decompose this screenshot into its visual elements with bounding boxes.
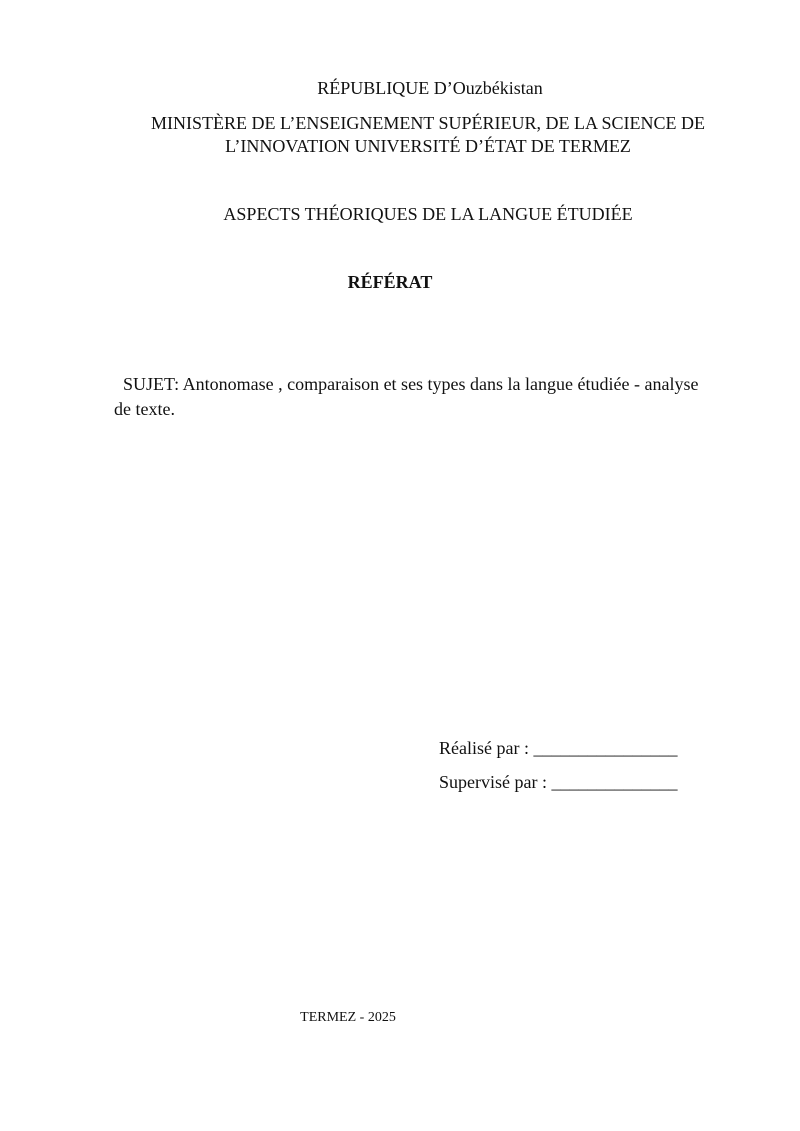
ministry-heading-line2: L’INNOVATION UNIVERSITÉ D’ÉTAT DE TERMEZ [225, 136, 631, 156]
document-type-title: RÉFÉRAT [347, 272, 433, 292]
ministry-heading-line1: MINISTÈRE DE L’ENSEIGNEMENT SUPÉRIEUR, DE LA SCIENCE DE [151, 113, 705, 133]
course-title: ASPECTS THÉORIQUES DE LA LANGUE ÉTUDIÉE [223, 204, 633, 224]
city-year-footer: TERMEZ - 2025 [300, 1010, 396, 1025]
republic-heading: RÉPUBLIQUE D’Ouzbékistan [317, 78, 543, 98]
realise-par-field: Réalisé par : ________________ [439, 738, 678, 758]
supervise-par-field: Supervisé par : ______________ [439, 772, 678, 792]
subject-line1: SUJET: Antonomase , comparaison et ses types dans la langue étudiée - analyse [123, 374, 699, 394]
subject-line2: de texte. [114, 399, 175, 419]
